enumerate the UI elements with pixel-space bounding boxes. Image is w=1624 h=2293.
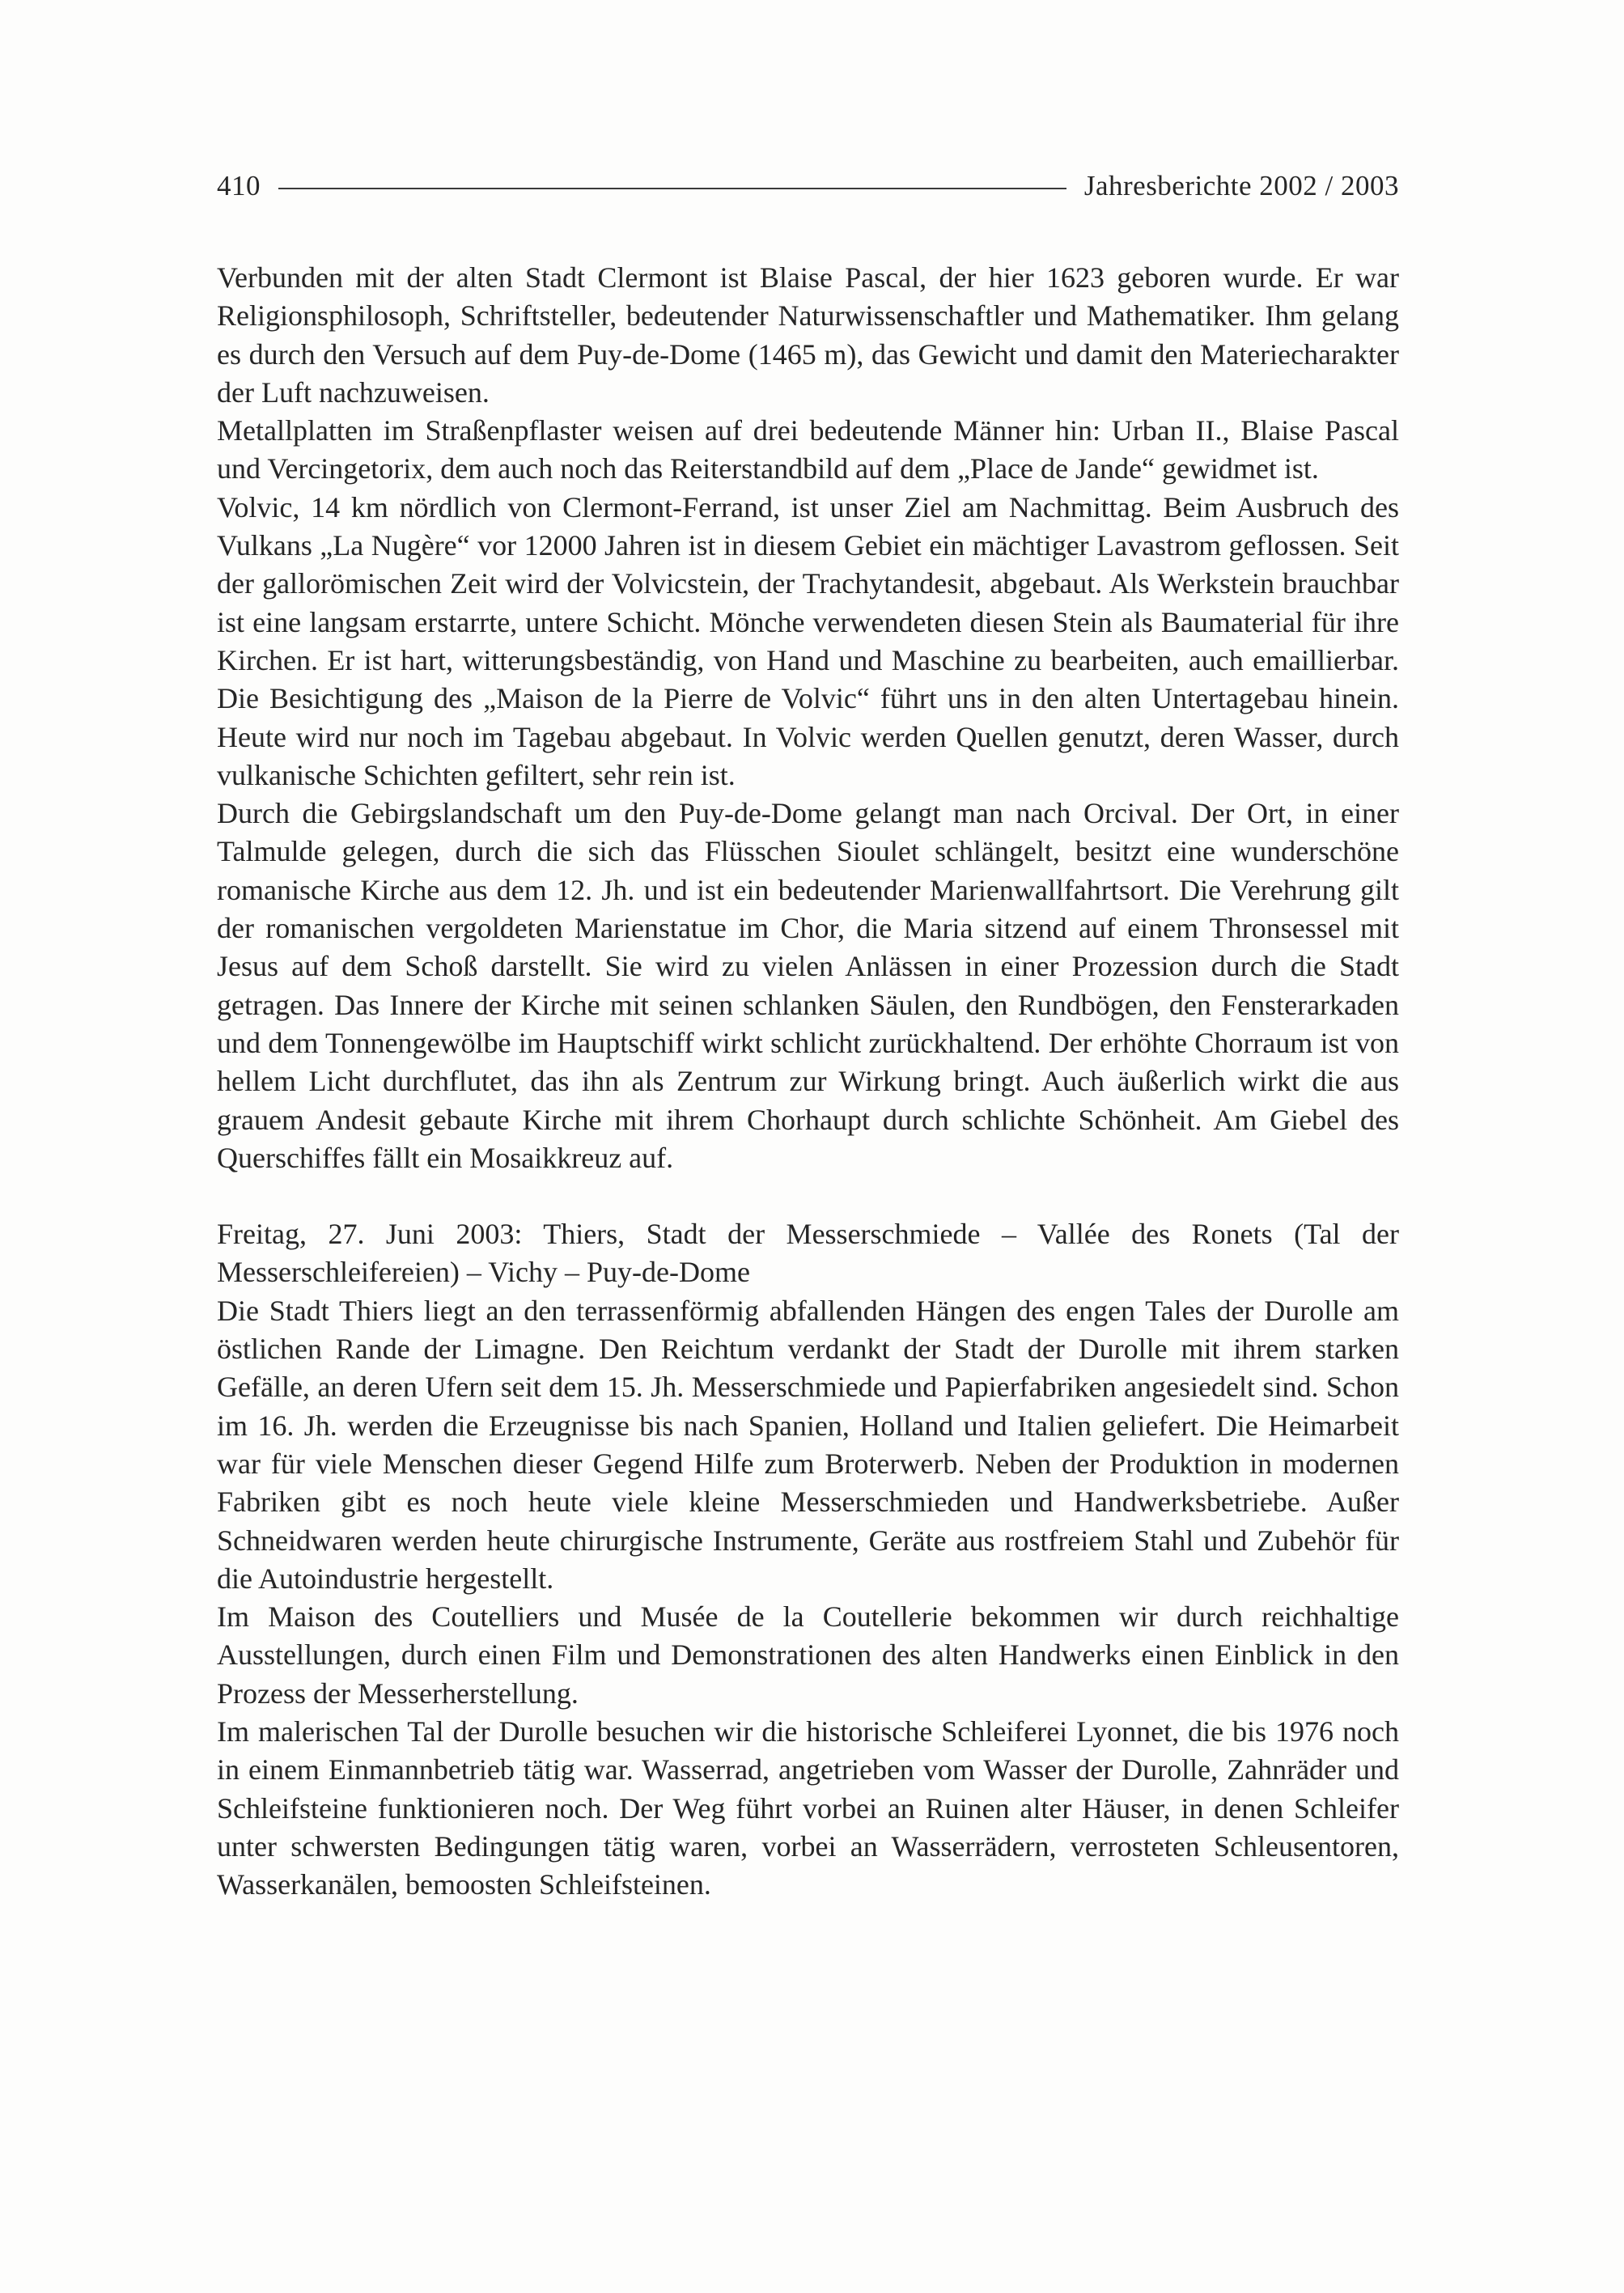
paragraph-coutellerie: Im Maison des Coutelliers und Musée de la Coutellerie bekommen wir durch reichhaltige Ausstellungen, durch einen Film und Demonstrationen des alten Handwerks einen Einblick in den Prozess der Messerherstellung. (217, 1600, 1399, 1710)
page-number: 410 (217, 170, 261, 201)
running-header (217, 167, 1399, 206)
running-title: Jahresberichte 2002 / 2003 (1083, 170, 1399, 201)
paragraph-orcival: Durch die Gebirgslandschaft um den Puy-de-Dome gelangt man nach Orcival. Der Ort, in einer Talmulde gelegen, durch die sich das Flüsschen Sioulet schlängelt, besitzt eine wunderschöne romanische Kirche aus dem 12. Jh. und ist ein bedeutender Marienwallfahrtsort. Die Verehrung gilt der romanischen vergoldeten Marienstatue im Chor, die Maria sitzend auf einem Thronsessel mit Jesus auf dem Schoß darstellt. Sie wird zu vielen Anlässen in einer Prozession durch die Stadt getragen. Das Innere der Kirche mit seinen schlanken Säulen, den Rundbögen, den Fensterarkaden und dem Tonnengewölbe im Hauptschiff wirkt schlicht zurückhaltend. Der erhöhte Chorraum ist von hellem Licht durchflutet, das ihn als Zentrum zur Wirkung bringt. Auch äußerlich wirkt die aus grauem Andesit gebaute Kirche mit ihrem Chorhaupt durch schlichte Schönheit. Am Giebel des Querschiffes fällt ein Mosaikkreuz auf. (217, 797, 1399, 1174)
paragraph-metallplatten: Metallplatten im Straßenpflaster weisen auf drei bedeutende Männer hin: Urban II., Blaise Pascal und Vercingetorix, dem auch noch das Reiterstandbild auf dem „Place de Jande“ gewidmet ist. (217, 414, 1399, 485)
paragraph-thiers: Die Stadt Thiers liegt an den terrassenförmig abfallenden Hängen des engen Tales der Durolle am östlichen Rande der Limagne. Den Reichtum verdankt der Stadt der Durolle mit ihrem starken Gefälle, an deren Ufern seit dem 15. Jh. Messerschmiede und Papierfabriken angesiedelt sind. Schon im 16. Jh. werden die Erzeugnisse bis nach Spanien, Holland und Italien geliefert. Die Heimarbeit war für viele Menschen dieser Gegend Hilfe zum Broterwerb. Neben der Produktion in modernen Fabriken gibt es noch heute viele kleine Messerschmieden und Handwerksbetriebe. Außer Schneidwaren werden heute chirurgische Instrumente, Geräte aus rostfreiem Stahl und Zubehör für die Autoindustrie hergestellt. (217, 1294, 1399, 1595)
header-rule (278, 188, 1066, 189)
paragraph-pascal: Verbunden mit der alten Stadt Clermont ist Blaise Pascal, der hier 1623 geboren wurde. Er war Religionsphilosoph, Schriftsteller, bedeutender Naturwissenschaftler und Mathematiker. Ihm gelang es durch den Versuch auf dem Puy-de-Dome (1465 m), das Gewicht und damit den Materiecharakter der Luft nachzuweisen. (217, 261, 1399, 409)
paragraph-schleiferei: Im malerischen Tal der Durolle besuchen wir die historische Schleiferei Lyonnet, die bis 1976 noch in einem Einmannbetrieb tätig war. Wasserrad, angetrieben vom Wasser der Durolle, Zahnräder und Schleifsteine funktionieren noch. Der Weg führt vorbei an Ruinen alter Häuser, in denen Schleifer unter schwersten Bedingungen tätig waren, vorbei an Wasserrädern, verrosteten Schleusentoren, Wasserkanälen, bemoosten Schleifsteinen. (217, 1714, 1399, 1901)
day-heading: Freitag, 27. Juni 2003: Thiers, Stadt der Messerschmiede – Vallée des Ronets (Tal der Messerschleifereien) – Vichy – Puy-de-Dome (217, 1218, 1399, 1289)
body-text (217, 259, 1399, 1904)
paragraph-volvic: Volvic, 14 km nördlich von Clermont-Ferrand, ist unser Ziel am Nachmittag. Beim Ausbruch des Vulkans „La Nugère“ vor 12000 Jahren ist in diesem Gebiet ein mächtiger Lavastrom geflossen. Seit der gallorömischen Zeit wird der Volvicstein, der Trachytandesit, abgebaut. Als Werkstein brauchbar ist eine langsam erstarrte, untere Schicht. Mönche verwendeten diesen Stein als Baumaterial für ihre Kirchen. Er ist hart, witterungsbeständig, von Hand und Maschine zu bearbeiten, auch emaillierbar. Die Besichtigung des „Maison de la Pierre de Volvic“ führt uns in den alten Untertagebau hinein. Heute wird nur noch im Tagebau abgebaut. In Volvic werden Quellen genutzt, deren Wasser, durch vulkanische Schichten gefiltert, sehr rein ist. (217, 490, 1399, 791)
